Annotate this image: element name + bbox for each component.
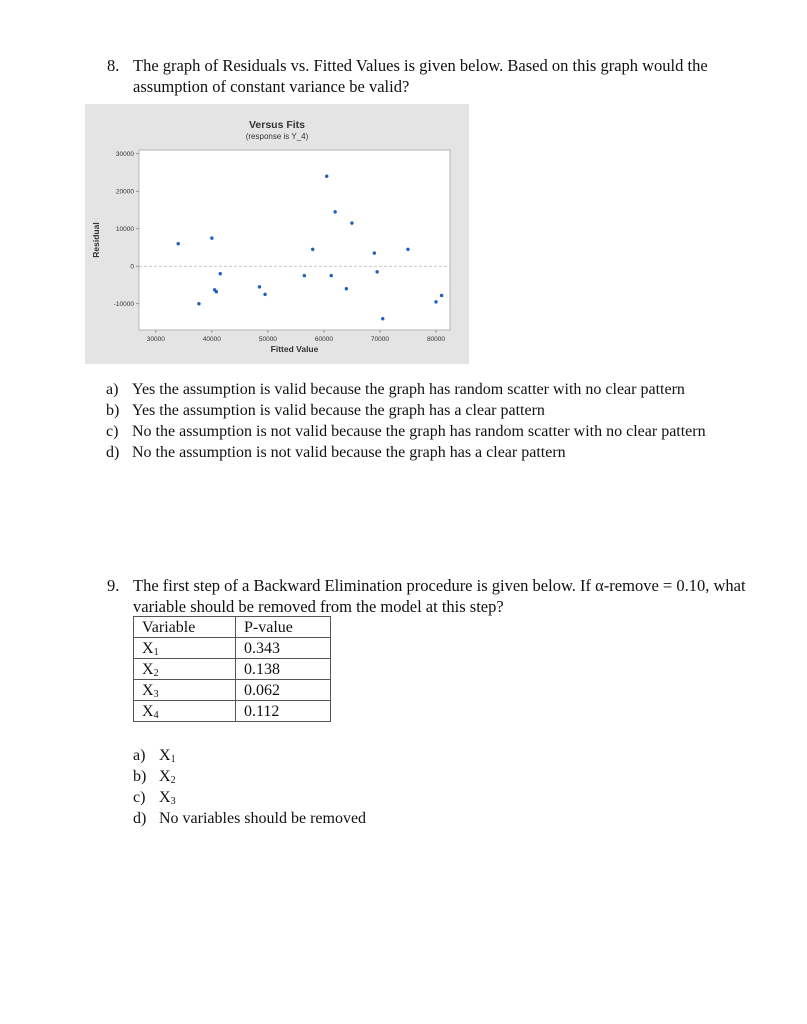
option-text: Yes the assumption is valid because the graph has a clear pattern (132, 402, 545, 419)
x-tick-label: 70000 (370, 336, 389, 343)
y-tick-label: 20000 (115, 188, 134, 196)
variable-cell (134, 680, 236, 701)
p-value-cell: 0.062 (236, 680, 331, 701)
question-9-text: The first step of a Backward Elimination procedure is given below. If α-remove = 0.10, what variable should be removed from the model at this step? (133, 576, 746, 616)
header-p-value: P-value (236, 617, 331, 638)
table-row (134, 659, 331, 680)
chart-title: Versus Fits (248, 119, 306, 131)
x-tick-label: 50000 (258, 336, 277, 343)
data-point (303, 274, 306, 277)
question-8-number: 8. (107, 56, 120, 75)
residuals-vs-fits-chart (85, 104, 469, 364)
option-letter: d) (106, 444, 120, 461)
variable-subscript: 3 (153, 689, 159, 700)
option-text: No the assumption is not valid because the graph has random scatter with no clear pattern (132, 423, 706, 440)
option-text: X (159, 747, 171, 764)
option-letter: c) (106, 423, 119, 440)
variable-subscript: 4 (153, 710, 159, 721)
chart-subtitle: (response is Y_4) (245, 132, 309, 141)
y-axis-label: Residual (91, 222, 101, 258)
option-letter: c) (133, 789, 146, 806)
table-row (134, 680, 331, 701)
option-text: X (159, 768, 171, 785)
data-point (375, 270, 378, 273)
data-point (215, 290, 218, 293)
q9-option-a[interactable] (133, 745, 366, 766)
q9-option-d[interactable] (133, 808, 366, 829)
q8-option-c[interactable] (106, 421, 706, 442)
option-subscript: 2 (170, 775, 176, 786)
table-header-row (134, 617, 331, 638)
option-subscript: 1 (170, 754, 176, 765)
question-9-number: 9. (107, 576, 120, 595)
variable-name: X (142, 703, 154, 720)
data-point (210, 236, 213, 239)
option-text: No the assumption is not valid because the graph has a clear pattern (132, 444, 566, 461)
data-point (258, 285, 261, 288)
data-point (406, 248, 409, 251)
x-tick-label: 40000 (202, 336, 221, 343)
question-8-options (106, 379, 706, 463)
option-text: X (159, 789, 171, 806)
q8-option-b[interactable] (106, 400, 706, 421)
data-point (177, 242, 180, 245)
option-text: No variables should be removed (159, 810, 367, 827)
variable-name: X (142, 682, 154, 699)
variable-name: X (142, 640, 154, 657)
x-tick-label: 60000 (314, 336, 333, 343)
option-text: Yes the assumption is valid because the graph has random scatter with no clear pattern (132, 381, 685, 398)
question-8-text: The graph of Residuals vs. Fitted Values is given below. Based on this graph would the assumption of constant variance be valid? (133, 56, 708, 96)
data-point (325, 175, 328, 178)
option-letter: b) (133, 768, 147, 785)
q8-option-a[interactable] (106, 379, 706, 400)
data-point (330, 274, 333, 277)
option-subscript: 3 (170, 796, 176, 807)
p-value-cell: 0.138 (236, 659, 331, 680)
data-point (345, 287, 348, 290)
table-row (134, 638, 331, 659)
variable-name: X (142, 661, 154, 678)
y-tick-label: 0 (130, 263, 134, 271)
y-tick-label: -10000 (113, 300, 134, 308)
p-value-table (133, 616, 331, 722)
data-point (440, 294, 443, 297)
x-tick-label: 30000 (146, 336, 165, 343)
y-tick-label: 10000 (115, 225, 134, 233)
y-tick-label: 30000 (115, 150, 134, 158)
option-letter: a) (106, 381, 119, 398)
scatter-plot (85, 104, 469, 364)
q9-option-c[interactable] (133, 787, 366, 808)
table-row (134, 701, 331, 722)
data-point (311, 248, 314, 251)
variable-subscript: 2 (153, 668, 159, 679)
data-point (381, 317, 384, 320)
plot-area (139, 150, 450, 330)
question-9-options (133, 745, 366, 829)
data-point (434, 300, 437, 303)
option-letter: a) (133, 747, 146, 764)
option-letter: b) (106, 402, 120, 419)
option-letter: d) (133, 810, 147, 827)
data-point (333, 210, 336, 213)
data-point (197, 302, 200, 305)
data-point (373, 251, 376, 254)
p-value-cell: 0.343 (236, 638, 331, 659)
data-point (350, 221, 353, 224)
variable-cell (134, 701, 236, 722)
q8-option-d[interactable] (106, 442, 706, 463)
variable-cell (134, 638, 236, 659)
variable-subscript: 1 (153, 647, 159, 658)
x-tick-label: 80000 (426, 336, 446, 343)
header-variable: Variable (134, 617, 236, 638)
data-point (219, 272, 222, 275)
data-point (263, 293, 266, 296)
q9-option-b[interactable] (133, 766, 366, 787)
x-axis-label: Fitted Value (270, 344, 319, 354)
p-value-cell: 0.112 (236, 701, 331, 722)
variable-cell (134, 659, 236, 680)
